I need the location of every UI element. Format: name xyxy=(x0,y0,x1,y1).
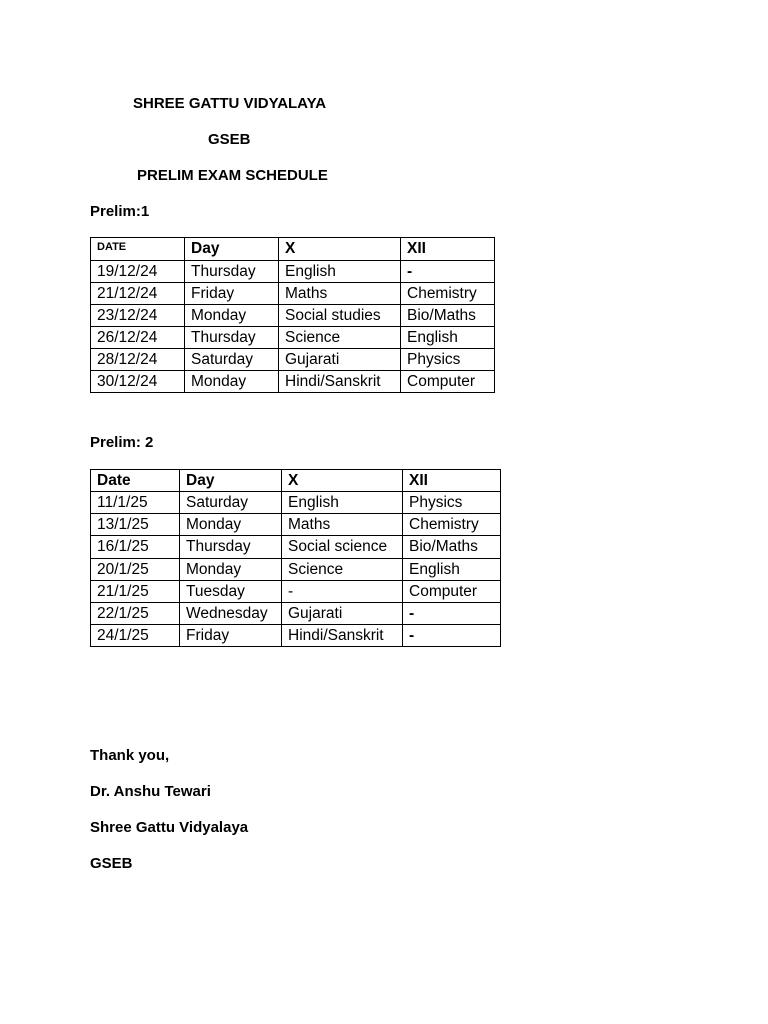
column-header-xii: XII xyxy=(401,238,495,261)
class-x-cell: English xyxy=(282,492,403,514)
prelim1-table xyxy=(90,237,495,393)
day-cell: Monday xyxy=(185,371,279,393)
signature-board-name: GSEB xyxy=(90,855,133,872)
schedule-title: PRELIM EXAM SCHEDULE xyxy=(137,167,328,184)
day-cell: Monday xyxy=(180,514,282,536)
class-x-cell: Gujarati xyxy=(279,349,401,371)
date-cell: 20/1/25 xyxy=(91,559,180,581)
class-xii-cell: Physics xyxy=(403,492,501,514)
table-header-row xyxy=(91,238,495,261)
prelim1-heading: Prelim:1 xyxy=(90,203,150,220)
table-row xyxy=(91,514,501,536)
board-name: GSEB xyxy=(208,131,251,148)
class-xii-cell: English xyxy=(403,559,501,581)
day-cell: Thursday xyxy=(185,327,279,349)
class-xii-cell: Bio/Maths xyxy=(403,536,501,559)
date-cell: 21/12/24 xyxy=(91,283,185,305)
column-header-date: Date xyxy=(91,470,180,492)
class-xii-cell: Computer xyxy=(403,581,501,603)
school-name: SHREE GATTU VIDYALAYA xyxy=(133,95,327,112)
day-cell: Saturday xyxy=(185,349,279,371)
date-cell: 16/1/25 xyxy=(91,536,180,559)
date-cell: 30/12/24 xyxy=(91,371,185,393)
class-x-cell: Science xyxy=(282,559,403,581)
table-row xyxy=(91,625,501,647)
day-cell: Tuesday xyxy=(180,581,282,603)
prelim2-heading: Prelim: 2 xyxy=(90,434,154,451)
class-xii-cell: Bio/Maths xyxy=(401,305,495,327)
column-header-day: Day xyxy=(180,470,282,492)
column-header-x: X xyxy=(282,470,403,492)
day-cell: Monday xyxy=(185,305,279,327)
class-x-cell: Maths xyxy=(279,283,401,305)
table-row xyxy=(91,559,501,581)
date-cell: 28/12/24 xyxy=(91,349,185,371)
column-header-x: X xyxy=(279,238,401,261)
signatory-name: Dr. Anshu Tewari xyxy=(90,783,211,800)
table-row xyxy=(91,327,495,349)
class-x-cell: Maths xyxy=(282,514,403,536)
day-cell: Thursday xyxy=(185,261,279,283)
class-xii-cell: English xyxy=(401,327,495,349)
class-x-cell: English xyxy=(279,261,401,283)
day-cell: Friday xyxy=(185,283,279,305)
signature-school-name: Shree Gattu Vidyalaya xyxy=(90,819,249,836)
date-cell: 11/1/25 xyxy=(91,492,180,514)
table-header-row xyxy=(91,470,501,492)
class-xii-cell: - xyxy=(401,261,495,283)
class-x-cell: Science xyxy=(279,327,401,349)
date-cell: 13/1/25 xyxy=(91,514,180,536)
class-x-cell: Hindi/Sanskrit xyxy=(279,371,401,393)
date-cell: 22/1/25 xyxy=(91,603,180,625)
date-cell: 21/1/25 xyxy=(91,581,180,603)
class-x-cell: Social studies xyxy=(279,305,401,327)
class-xii-cell: Chemistry xyxy=(401,283,495,305)
day-cell: Thursday xyxy=(180,536,282,559)
column-header-day: Day xyxy=(185,238,279,261)
date-cell: 19/12/24 xyxy=(91,261,185,283)
column-header-xii: XII xyxy=(403,470,501,492)
day-cell: Friday xyxy=(180,625,282,647)
column-header-date: DATE xyxy=(91,238,185,261)
class-x-cell: - xyxy=(282,581,403,603)
class-xii-cell: Computer xyxy=(401,371,495,393)
table-row xyxy=(91,536,501,559)
table-row xyxy=(91,261,495,283)
class-x-cell: Hindi/Sanskrit xyxy=(282,625,403,647)
class-xii-cell: Chemistry xyxy=(403,514,501,536)
class-x-cell: Gujarati xyxy=(282,603,403,625)
prelim2-table xyxy=(90,469,501,647)
table-row xyxy=(91,603,501,625)
table-row xyxy=(91,305,495,327)
date-cell: 23/12/24 xyxy=(91,305,185,327)
class-xii-cell: - xyxy=(403,603,501,625)
table-row xyxy=(91,371,495,393)
closing-text: Thank you, xyxy=(90,747,170,764)
class-xii-cell: - xyxy=(403,625,501,647)
table-row xyxy=(91,492,501,514)
date-cell: 26/12/24 xyxy=(91,327,185,349)
class-x-cell: Social science xyxy=(282,536,403,559)
table-row xyxy=(91,283,495,305)
day-cell: Saturday xyxy=(180,492,282,514)
class-xii-cell: Physics xyxy=(401,349,495,371)
day-cell: Wednesday xyxy=(180,603,282,625)
table-row xyxy=(91,349,495,371)
table-row xyxy=(91,581,501,603)
day-cell: Monday xyxy=(180,559,282,581)
date-cell: 24/1/25 xyxy=(91,625,180,647)
